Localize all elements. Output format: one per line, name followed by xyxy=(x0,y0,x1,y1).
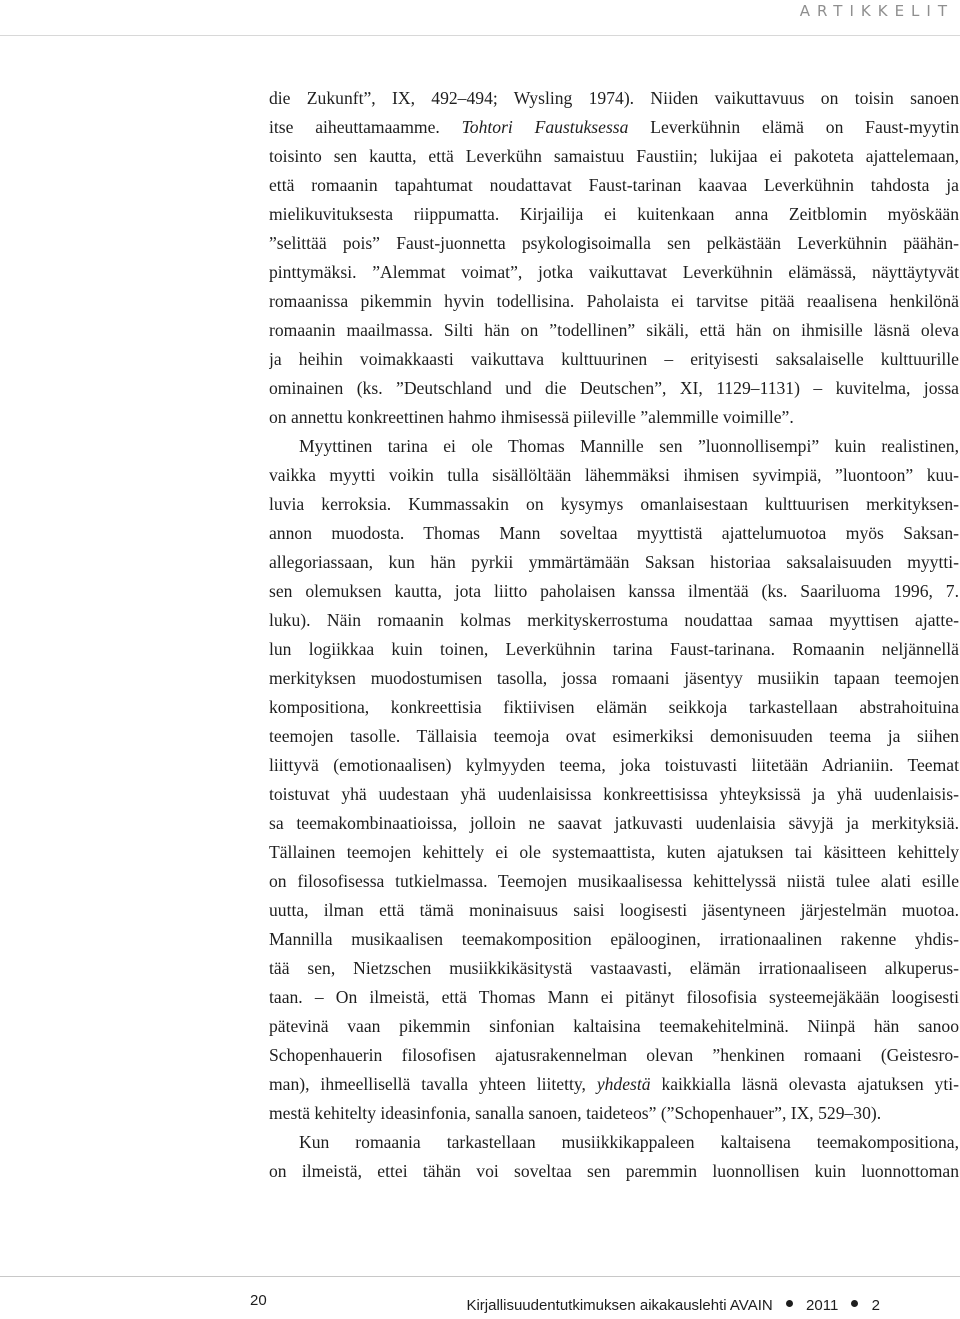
running-footer xyxy=(466,1297,880,1314)
text-line: toisinto sen kautta, että Leverkühn samaistuu Faustiin; lukijaa ei pakoteta ajattelemaan, xyxy=(269,146,959,166)
text-segment: itse aiheuttamaamme. xyxy=(269,117,462,137)
text-line: uutta, ilman että tämä moninaisuus saisi loogisesti jäsentyneen järjestelmän muotoa. xyxy=(269,900,959,920)
text-line: sa teemakombinaatioissa, jolloin ne saavat jatkuvasti uudenlaisia sävyjä ja merkityksiä. xyxy=(269,813,959,833)
text-segment: man), ihmeellisellä tavalla yhteen liitetty, xyxy=(269,1074,597,1094)
text-line: Schopenhauerin filosofisen ajatusrakennelman olevan ”henkinen romaani (Geistesro- xyxy=(269,1045,959,1065)
text-segment: Leverkühnin elämä on Faust-myytin xyxy=(628,117,959,137)
text-line: luku). Näin romaanin kolmas merkityskerrostuma noudattaa samaa myyttisen ajatte- xyxy=(269,610,959,630)
footer-rule xyxy=(0,1276,960,1277)
text-line: on filosofisessa tutkielmassa. Teemojen musikaalisessa kehittelyssä niistä tulee alati esille xyxy=(269,871,959,891)
text-line: luvia kerroksia. Kummassakin on kysymys omanlaisestaan kulttuurisen merkityksen- xyxy=(269,494,959,514)
text-line: tää sen, Nietzschen musiikkikäsitystä vastaavasti, elämän irrationaaliseen alkuperus- xyxy=(269,958,959,978)
article-body xyxy=(269,84,959,1186)
text-line: lun logiikkaa kuin toinen, Leverkühnin tarina Faust-tarinana. Romaanin neljännellä xyxy=(269,639,959,659)
text-line: allegoriassaan, kun hän pyrkii ymmärtämään Saksan historiaa saksalaisuuden myytti- xyxy=(269,552,959,572)
text-line: vaikka myytti voikin tulla sisällöltään lähemmäksi ihmisen syvimpiä, ”luontoon” kuu- xyxy=(269,465,959,485)
text-line: Kun romaania tarkastellaan musiikkikappaleen kaltaisena teemakompositiona, xyxy=(299,1132,959,1152)
text-line: mestä kehitelty ideasinfonia, sanalla sanoen, taideteos” (”Schopenhauer”, IX, 529–30). xyxy=(269,1103,882,1123)
section-label: ARTIKKELIT xyxy=(799,2,954,20)
text-line: merkityksen muodostumisen tasolla, jossa romaani jäsentyy musiikin tapaan teemojen xyxy=(269,668,959,688)
text-line: pinttymäksi. ”Alemmat voimat”, jotka vaikuttavat Leverkühnin elämässä, näyttäytyvät xyxy=(269,262,959,282)
text-line: on ilmeistä, ettei tähän voi soveltaa sen paremmin luonnollisen kuin luonnottoman xyxy=(269,1161,959,1181)
journal-title: Kirjallisuudentutkimuksen aikakauslehti AVAIN xyxy=(466,1297,773,1314)
text-segment: kaikkialla läsnä olevasta ajatuksen yti- xyxy=(650,1074,959,1094)
journal-year: 2011 xyxy=(806,1297,839,1314)
text-line: ja heihin voimakkaasti vaikuttava kulttuurinen – erityisesti saksalaiselle kulttuurille xyxy=(269,349,959,369)
text-line: liittyvä (emotionaalisen) kylmyyden teema, joka toistuvasti liitetään Adrianiin. Teemat xyxy=(269,755,959,775)
text-line: on annettu konkreettinen hahmo ihmisessä piileville ”alemmille voimille”. xyxy=(269,407,794,427)
text-line xyxy=(269,1070,959,1099)
text-line: pätevinä vaan pikemmin sinfonian kaltaisina teemakehitelminä. Niinpä hän sanoo xyxy=(269,1016,959,1036)
text-line: että romaanin tapahtumat noudattavat Faust-tarinan kaavaa Leverkühnin tahdosta ja xyxy=(269,175,959,195)
bullet-separator xyxy=(786,1300,793,1307)
italic-title: yhdestä xyxy=(596,1074,651,1094)
text-line: Myyttinen tarina ei ole Thomas Mannille sen ”luonnollisempi” kuin realistinen, xyxy=(299,436,959,456)
text-line: toistuvat yhä uudestaan yhä uudenlaisissa konkreettisissa yhteyksissä ja yhä uudenlaisis- xyxy=(269,784,959,804)
header-rule xyxy=(0,35,960,36)
text-line: romaanin maailmassa. Silti hän on ”todellinen” sikäli, että hän on ihmisille läsnä oleva xyxy=(269,320,959,340)
italic-title: Tohtori Faustuksessa xyxy=(461,117,629,137)
text-line: kompositiona, konkreettisia fiktiivisen elämän seikkoja tarkastellaan abstrahoituina xyxy=(269,697,959,717)
text-line: sen olemuksen kautta, jota liitto paholaisen kanssa ilmentää (ks. Saariluoma 1996, 7. xyxy=(269,581,959,601)
page-number: 20 xyxy=(250,1292,267,1309)
text-line: ”selittää pois” Faust-juonnetta psykologisoimalla sen pelkästään Leverkühnin päähän- xyxy=(269,233,959,253)
text-line: Mannilla musikaalisen teemakomposition epälooginen, irrationaalinen rakenne yhdis- xyxy=(269,929,959,949)
text-line: romaanissa pikemmin hyvin todellisina. Paholaista ei tarvitse pitää reaalisena henkilönä xyxy=(269,291,959,311)
text-line: mielikuvituksesta riippumatta. Kirjailija ei kuitenkaan anna Zeitblomin myöskään xyxy=(269,204,959,224)
journal-issue: 2 xyxy=(871,1297,880,1314)
text-line: ominainen (ks. ”Deutschland und die Deutschen”, XI, 1129–1131) – kuvitelma, jossa xyxy=(269,378,959,398)
text-line: taan. – On ilmeistä, että Thomas Mann ei pitänyt filosofisia systeemejäkään loogisesti xyxy=(269,987,959,1007)
text-line: die Zukunft”, IX, 492–494; Wysling 1974). Niiden vaikuttavuus on toisin sanoen xyxy=(269,88,959,108)
text-line: annon muodosta. Thomas Mann soveltaa myyttistä ajattelumuotoa myös Saksan- xyxy=(269,523,959,543)
text-line: teemojen tasolle. Tällaisia teemoja ovat esimerkiksi demonisuuden teema ja siihen xyxy=(269,726,959,746)
text-line xyxy=(269,113,959,142)
text-line: Tällainen teemojen kehittely ei ole systemaattista, kuten ajatuksen tai käsitteen kehittely xyxy=(269,842,959,862)
bullet-separator xyxy=(851,1300,858,1307)
